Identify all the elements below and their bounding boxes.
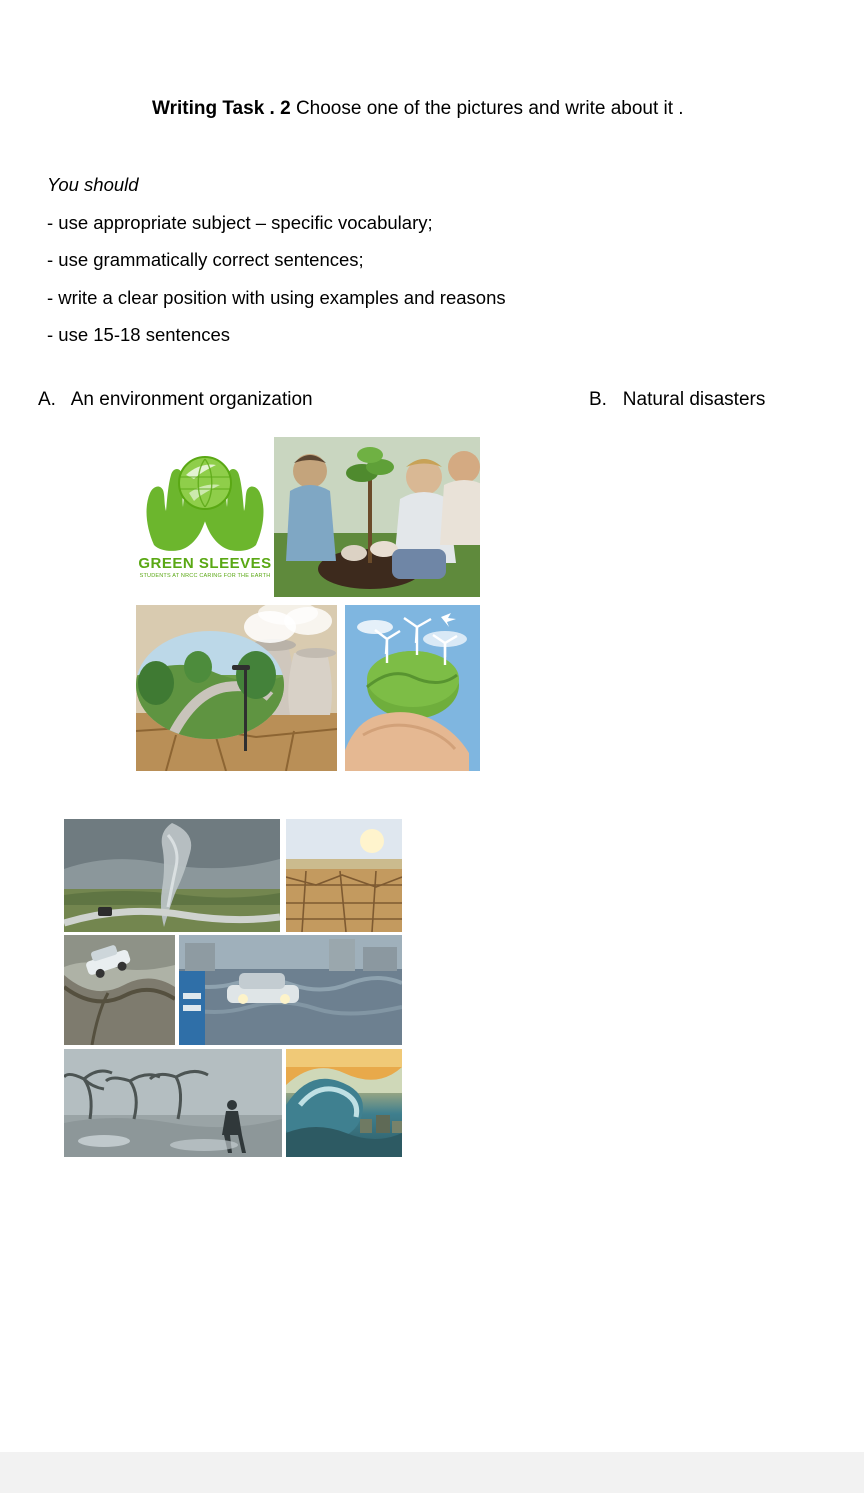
cracked-earth-illustration: [286, 819, 402, 932]
instructions-lead: You should: [47, 174, 139, 195]
green-globe-in-hand-illustration: [345, 605, 480, 771]
logo-title: GREEN SLEEVES: [138, 555, 272, 572]
flooded-street-car-photo: [179, 935, 402, 1045]
option-a-label: An environment organization: [70, 389, 313, 410]
option-b-heading: [589, 389, 765, 411]
option-b-label: Natural disasters: [622, 389, 766, 410]
planting-scene-illustration: [274, 437, 480, 597]
tornado-illustration: [64, 819, 280, 932]
cooling-towers-pollution-photo: [136, 605, 337, 771]
task-label: Writing Task . 2: [152, 98, 291, 119]
page-title: [152, 98, 684, 120]
wind-turbines-green-globe-photo: [345, 605, 480, 771]
instruction-bullet-2: - use grammatically correct sentences;: [47, 249, 364, 270]
collapsed-road-earthquake-photo: [64, 935, 175, 1045]
instruction-bullet-4: - use 15-18 sentences: [47, 324, 231, 345]
green-sleeves-logo: [136, 437, 274, 597]
collage-natural-disasters: [64, 819, 402, 1157]
option-a-letter: A.: [38, 389, 56, 410]
hurricane-storm-photo: [64, 1049, 282, 1157]
logo-subtitle: STUDENTS AT NRCC CARING FOR THE EARTH: [139, 573, 271, 579]
tsunami-wave-illustration: [286, 1049, 402, 1157]
task-instruction: Choose one of the pictures and write about it .: [290, 98, 684, 119]
power-plant-and-forest-illustration: [136, 605, 337, 771]
option-a-heading: [38, 389, 313, 411]
tornado-photo: [64, 819, 280, 932]
option-b-letter: B.: [589, 389, 607, 410]
drought-cracked-earth-photo: [286, 819, 402, 932]
flood-illustration: [179, 935, 402, 1045]
tsunami-wave-photo: [286, 1049, 402, 1157]
page-bottom-margin: [0, 1452, 864, 1493]
instruction-bullet-1: - use appropriate subject – specific vocabulary;: [47, 211, 433, 233]
instruction-bullet-3: - write a clear position with using examples and reasons: [47, 286, 506, 308]
storm-palm-trees-illustration: [64, 1049, 282, 1157]
collage-environment-organization: [136, 437, 480, 771]
instructions-block: [47, 166, 506, 354]
broken-road-illustration: [64, 935, 175, 1045]
hands-holding-earth-icon: [144, 449, 266, 553]
children-planting-tree-photo: [274, 437, 480, 597]
